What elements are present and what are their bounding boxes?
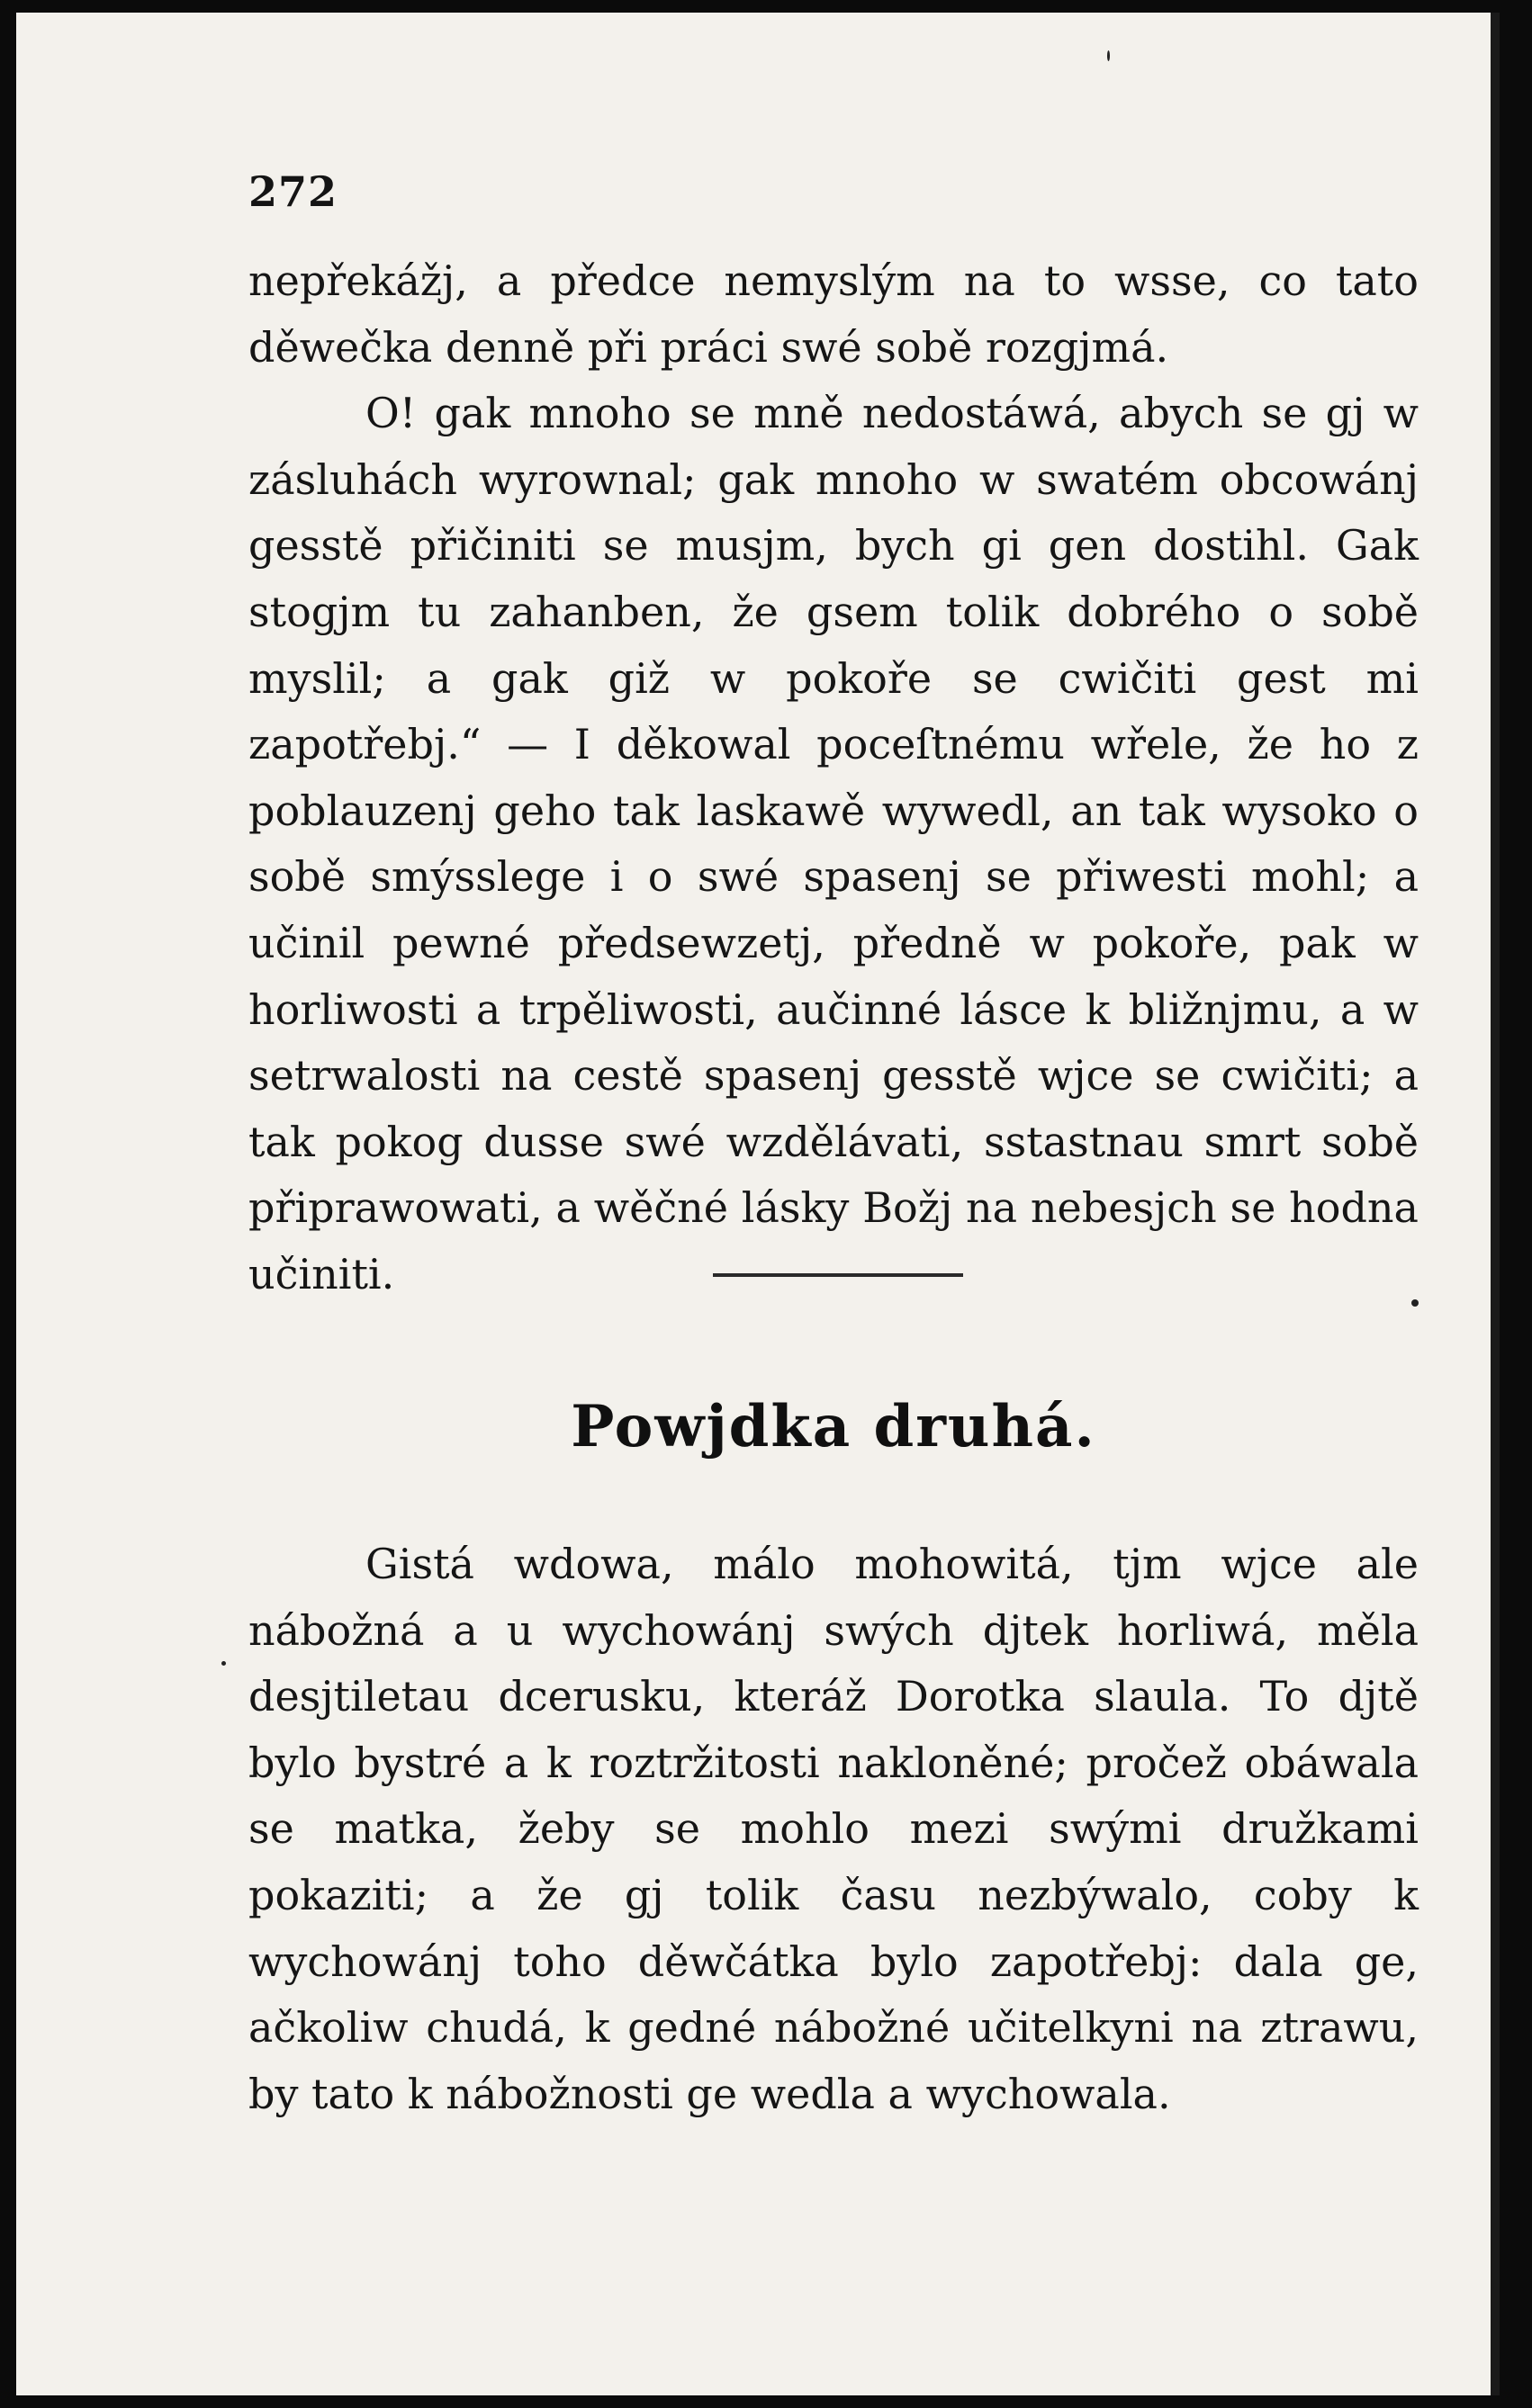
text-block-lower xyxy=(248,1532,1419,2127)
section-divider xyxy=(713,1273,963,1277)
book-page xyxy=(16,13,1500,2395)
page-number: 272 xyxy=(248,167,338,216)
section-title: Powjdka druhá. xyxy=(571,1393,1096,1460)
paragraph: Gistá wdowa, málo mohowitá, tjm wjce ale nábožná a u wychowánj swých djtek horliwá, měla desjtiletau dcerusku, kteráž Dorotka slaula. To djtě bylo bystré a k roztržitosti nakloněné; pročež obáwala se matka, žeby se mohlo mezi swými družkami pokaziti; a že gj tolik času nezbýwalo, coby k wychowánj toho děwčátka bylo zapotřebj: dala ge, ačkoliw chudá, k gedné nábožné učitelkyni na ztrawu, by tato k nábožnosti ge wedla a wychowala. xyxy=(248,1540,1419,2118)
paragraph-continued: nepřekážj, a předce nemyslým na to wsse, co tato děwečka denně při práci swé sobě rozgjmá. xyxy=(248,256,1419,372)
ink-speck xyxy=(1411,1299,1419,1307)
ink-speck xyxy=(1107,50,1110,61)
text-block-upper xyxy=(248,248,1419,1308)
ink-speck xyxy=(221,1661,226,1666)
paragraph: O! gak mnoho se mně nedostáwá, abych se gj w zásluhách wyrownal; gak mnoho w swatém obcowánj gesstě přičiniti se musjm, bych gi gen dostihl. Gak stogjm tu zahanben, že gsem tolik dobrého o sobě myslil; a gak giž w pokoře se cwičiti gest mi zapotřebj.“ — I děkowal poceſtnému wřele, že ho z poblauzenj geho tak laskawě wywedl, an tak wysoko o sobě smýsslege i o swé spasenj se přiwesti mohl; a učinil pewné předsewzetj, předně w pokoře, pak w horliwosti a trpěliwosti, aučinné lásce k bližnjmu, a w setrwalosti na cestě spasenj gesstě wjce se cwičiti; a tak pokog dusse swé wzdělávati, sstastnau smrt sobě připrawowati, a wěčné lásky Božj na nebesjch se hodna učiniti. xyxy=(248,389,1419,1298)
